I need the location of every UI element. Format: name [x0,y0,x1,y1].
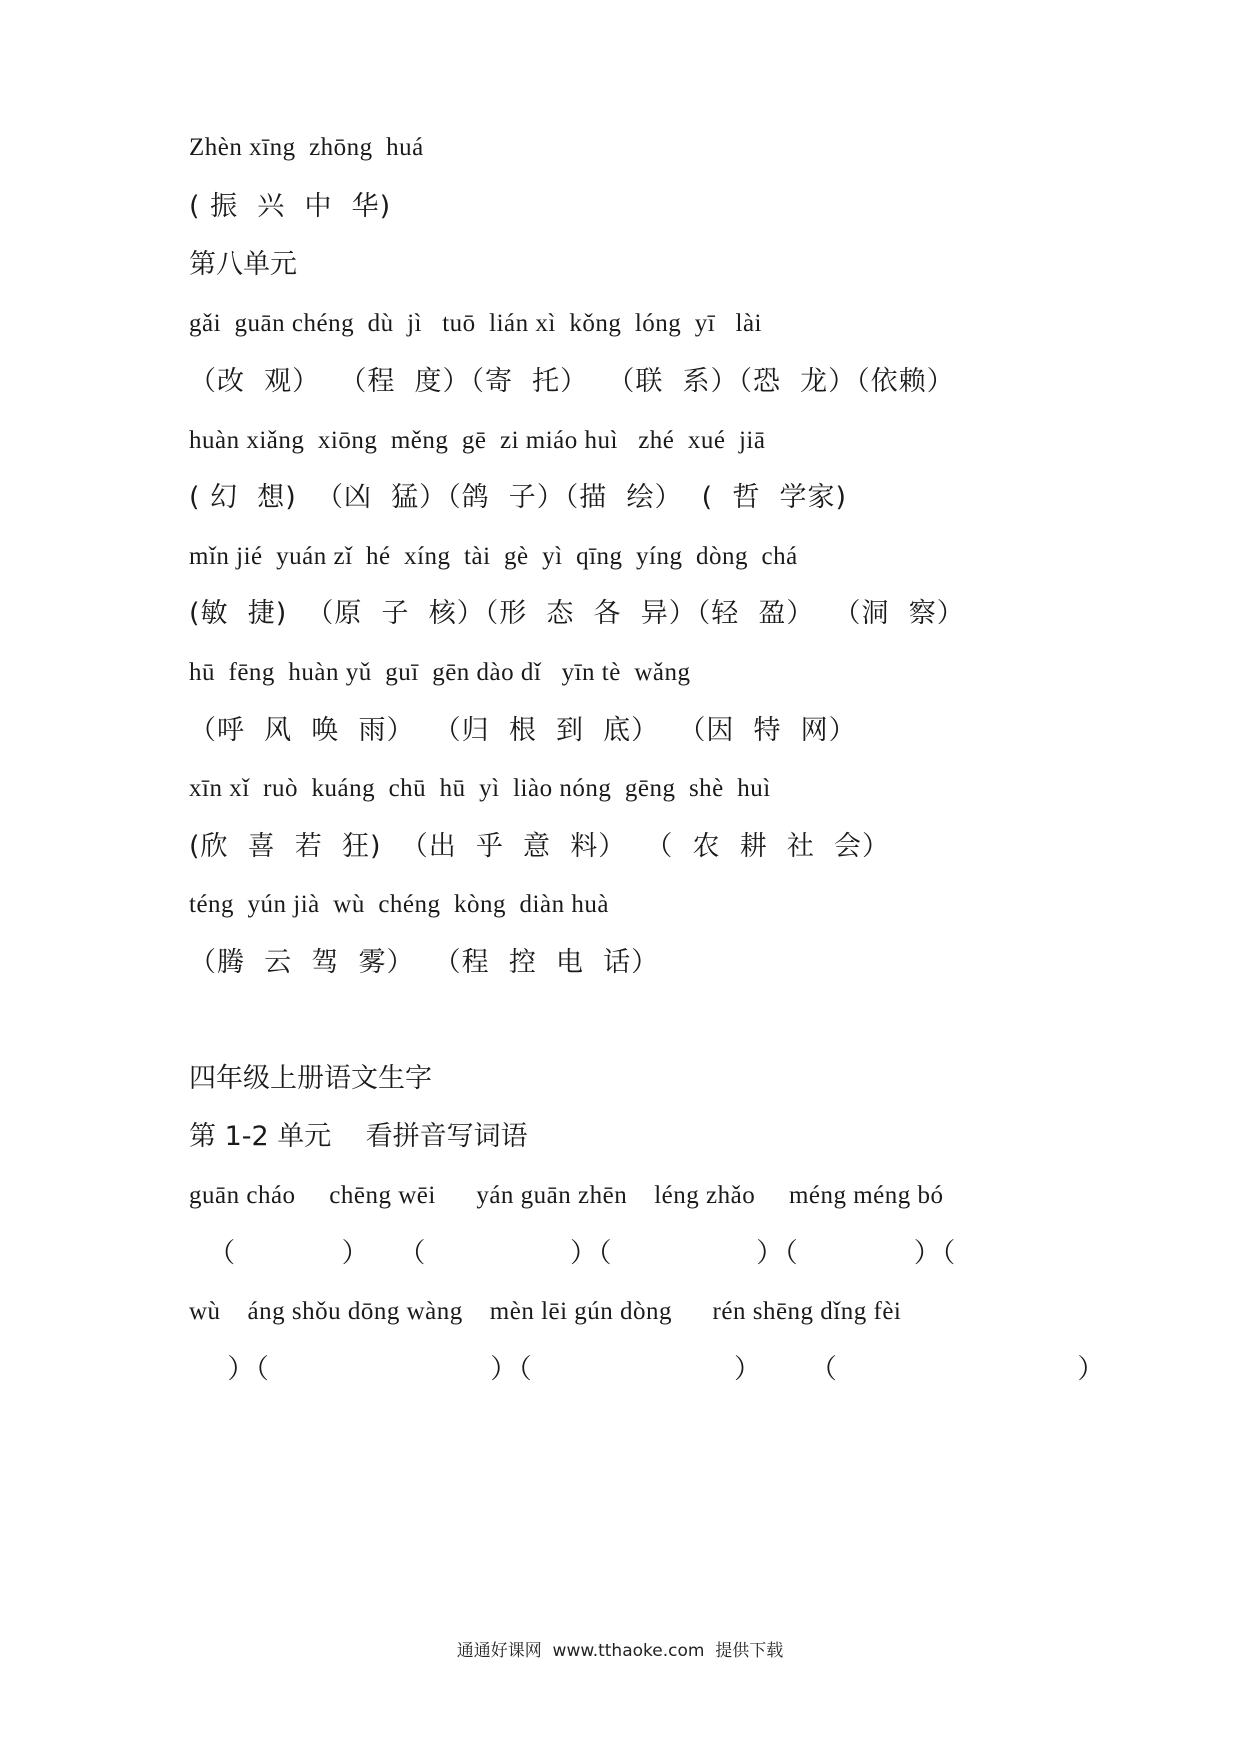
hanzi-row: (敏 捷) （原 子 核）（形 态 各 异）（轻 盈） （洞 察） [189,598,965,629]
unit-heading: 第八单元 [189,249,297,280]
title-pinyin: Zhèn xīng zhōng huá [189,134,424,161]
exercise-pinyin-row: guān cháo chēng wēi yán guān zhēn léng zhǎo méng méng bó [189,1182,944,1209]
grade4-heading: 四年级上册语文生字 [189,1063,432,1094]
hanzi-row: （改 观） （程 度）（寄 托） （联 系）（恐 龙）（依赖） [189,366,955,397]
title-hanzi: ( 振 兴 中 华) [189,191,392,222]
exercise-subheading: 第 1-2 单元 看拼音写词语 [189,1121,528,1152]
hanzi-row: ( 幻 想) （凶 猛）（鸽 子）（描 绘） ( 哲 学家) [189,482,848,513]
page-footer: 通通好课网 www.tthaoke.com 提供下载 [456,1641,784,1661]
pinyin-row: mǐn jié yuán zǐ hé xíng tài gè yì qīng yíng dòng chá [189,543,798,570]
pinyin-row: gǎi guān chéng dù jì tuō lián xì kǒng lóng yī lài [189,310,762,337]
hanzi-row: (欣 喜 若 狂) （出 乎 意 料） （ 农 耕 社 会） [189,831,891,862]
answer-brackets-row: ）（ ）（ ） （ ） [189,1354,1106,1385]
answer-brackets-row: （ ） （ ）（ ）（ ）（ [189,1238,957,1269]
exercise-pinyin-row: wù áng shǒu dōng wàng mèn lēi gún dòng rén shēng dǐng fèi [189,1298,902,1325]
hanzi-row: （呼 风 唤 雨） （归 根 到 底） （因 特 网） [189,715,857,746]
pinyin-row: huàn xiǎng xiōng měng gē zi miáo huì zhé xué jiā [189,427,766,454]
pinyin-row: téng yún jià wù chéng kòng diàn huà [189,891,609,918]
pinyin-row: xīn xǐ ruò kuáng chū hū yì liào nóng gēng shè huì [189,775,771,802]
pinyin-row: hū fēng huàn yǔ guī gēn dào dǐ yīn tè wǎng [189,659,691,686]
hanzi-row: （腾 云 驾 雾） （程 控 电 话） [189,947,660,978]
